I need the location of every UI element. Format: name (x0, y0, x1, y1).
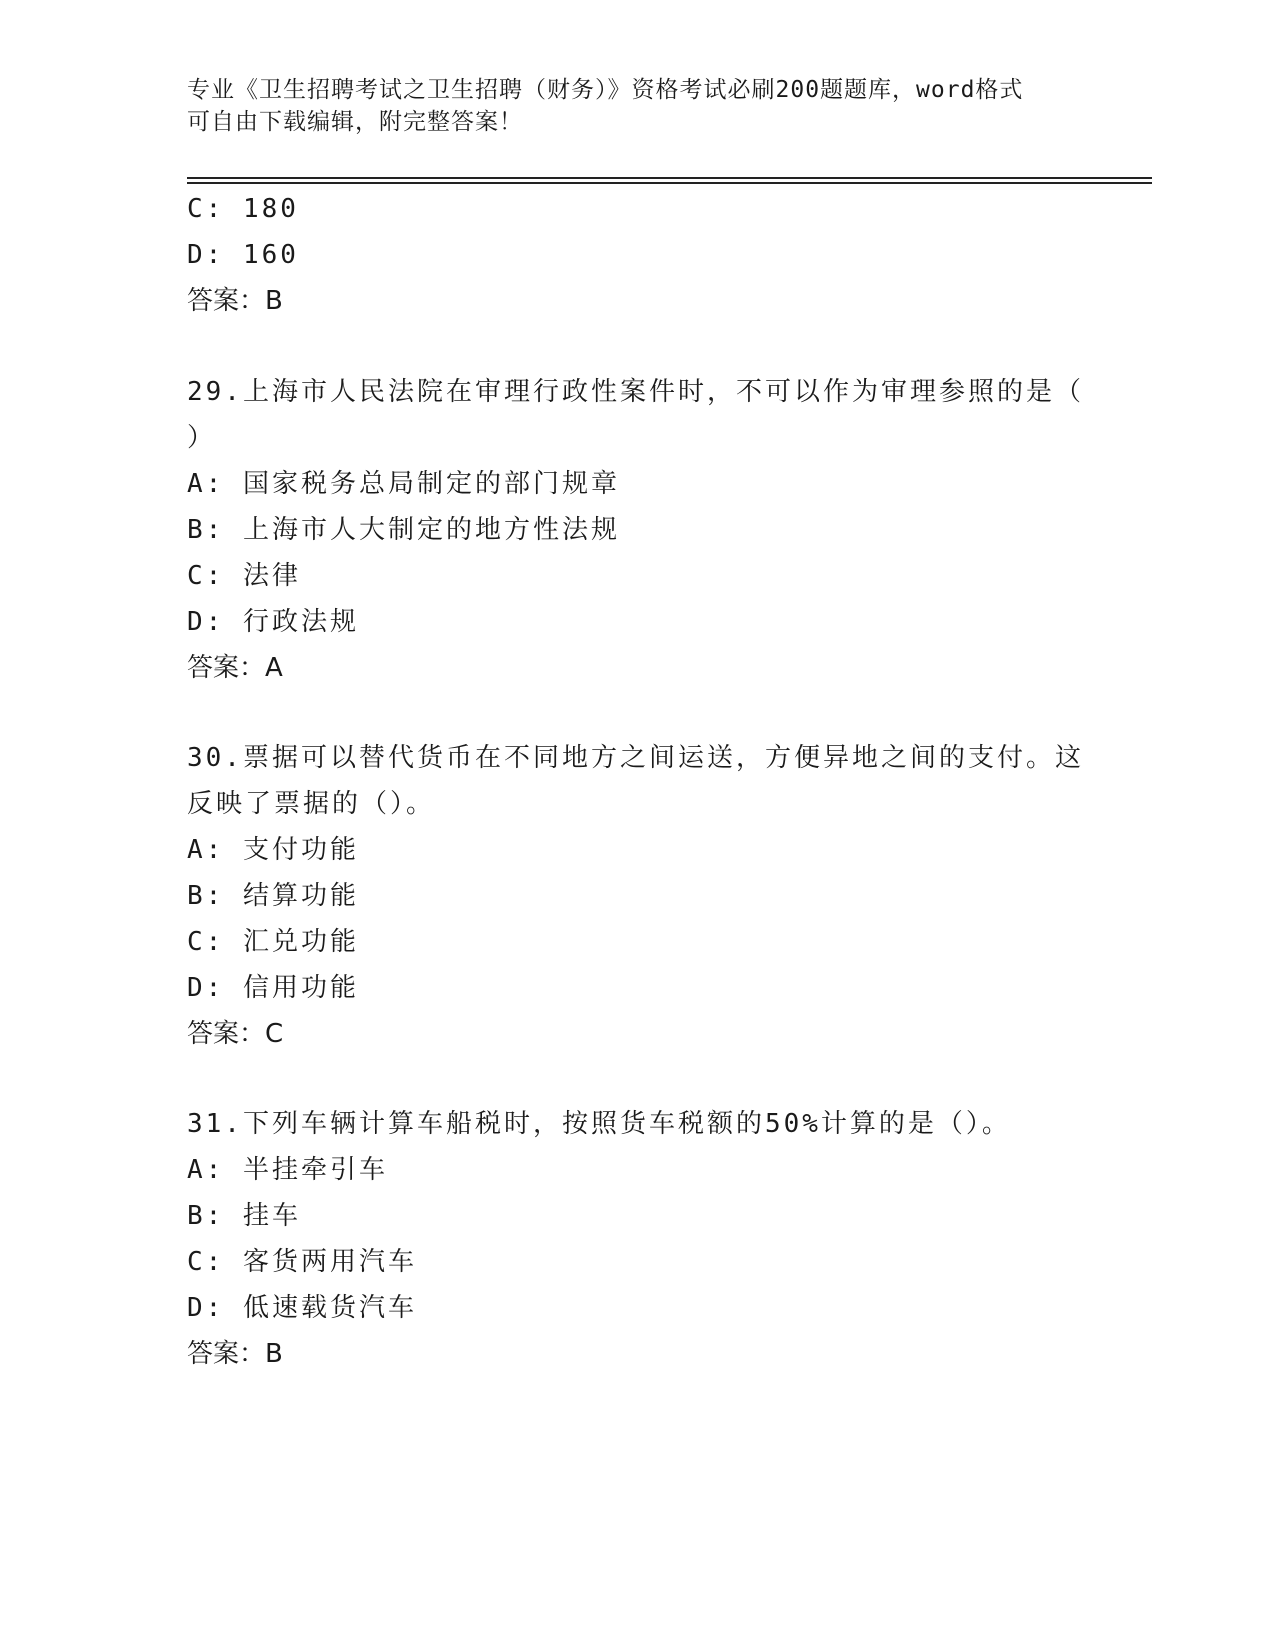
q29-option-d: D: 行政法规 (187, 607, 359, 637)
q30-option-d: D: 信用功能 (187, 973, 359, 1003)
q31-option-c: C: 客货两用汽车 (187, 1247, 417, 1277)
q31-option-a: A: 半挂牵引车 (187, 1155, 388, 1185)
q29-text-line2: ） (187, 423, 217, 453)
q30-option-c: C: 汇兑功能 (187, 927, 359, 957)
q31-text-line1: 31.下列车辆计算车船税时，按照货车税额的50%计算的是（）。 (187, 1109, 1011, 1139)
document-header (187, 74, 1067, 138)
q29-option-c: C: 法律 (187, 561, 301, 591)
header-divider-top (187, 177, 1152, 179)
q30-text-line2: 反映了票据的（）。 (187, 789, 436, 819)
q30-option-b: B: 结算功能 (187, 881, 359, 911)
q29-option-b: B: 上海市人大制定的地方性法规 (187, 515, 620, 545)
prev-option-d: D: 160 (187, 240, 299, 270)
q31-option-d: D: 低速载货汽车 (187, 1293, 417, 1323)
q29-option-a: A: 国家税务总局制定的部门规章 (187, 469, 620, 499)
q30-text-line1: 30.票据可以替代货币在不同地方之间运送，方便异地之间的支付。这 (187, 743, 1084, 773)
q31-answer: 答案：B (187, 1339, 283, 1369)
prev-answer: 答案：B (187, 286, 283, 316)
header-divider-bottom (187, 182, 1152, 184)
header-title-line2: 可自由下载编辑，附完整答案！ (187, 109, 523, 135)
q29-answer: 答案：A (187, 653, 283, 683)
header-title-line1: 专业《卫生招聘考试之卫生招聘（财务）》资格考试必刷200题题库，word格式 (187, 77, 1024, 103)
q29-text-line1: 29.上海市人民法院在审理行政性案件时，不可以作为审理参照的是（ (187, 377, 1084, 407)
q31-option-b: B: 挂车 (187, 1201, 301, 1231)
prev-option-c: C: 180 (187, 194, 299, 224)
q30-answer: 答案：C (187, 1019, 284, 1049)
q30-option-a: A: 支付功能 (187, 835, 359, 865)
